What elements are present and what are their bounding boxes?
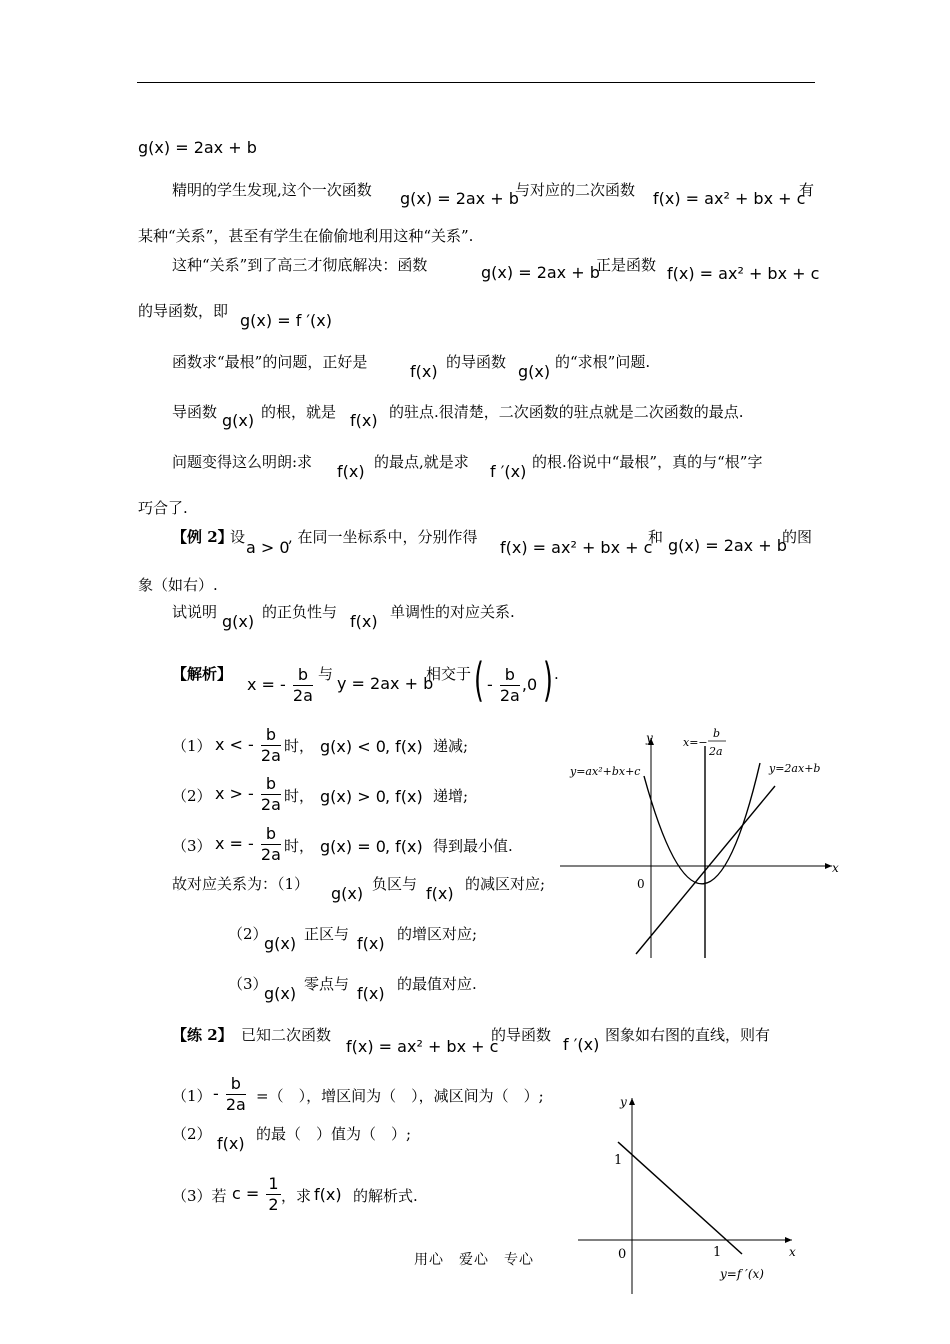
case-number: （3） (228, 975, 268, 993)
text: 的根.俗说中“最根”，真的与“根”字 (532, 453, 763, 471)
vertex-line-label: x=− (683, 736, 708, 749)
text: 递减; (433, 737, 469, 755)
vertex-frac-num: b (713, 728, 721, 740)
formula: f(x) = ax² + bx + c (500, 538, 653, 557)
y-tick-1: 1 (614, 1153, 623, 1168)
formula: g(x) (518, 362, 551, 381)
formula: g(x) = 2ax + b (481, 263, 600, 282)
case-number: （1） (172, 737, 212, 755)
text: , 在同一坐标系中，分别作得 (288, 528, 478, 546)
text: 函数求“最根”的问题，正好是 (172, 353, 368, 371)
text: 精明的学生发现,这个一次函数 (172, 181, 372, 199)
formula: f ′(x) (490, 462, 527, 481)
text: 巧合了. (138, 499, 188, 517)
text: 时， (284, 837, 315, 855)
formula: g(x) = 2ax + b (400, 189, 519, 208)
right-paren: ) (543, 653, 553, 707)
formula: f(x) = ax² + bx + c (653, 189, 806, 208)
formula: y = 2ax + b (337, 674, 434, 693)
left-paren: ( (474, 653, 484, 707)
formula: a > 0 (246, 538, 290, 557)
formula-g: g(x) = 2ax + b (138, 138, 257, 157)
text: 导函数 (172, 403, 218, 421)
line-label: y=f ′(x) (720, 1267, 764, 1281)
formula: , f(x) (385, 837, 423, 856)
formula: f(x) (350, 411, 378, 430)
formula: f(x) (217, 1134, 245, 1153)
text: 时， (284, 787, 315, 805)
header-rule (137, 82, 815, 83)
text: 递增; (433, 787, 469, 805)
formula: g(x) = 0 (320, 837, 386, 856)
formula: x < - $\frac{b}{2a}$ (215, 725, 281, 765)
x-tick-1: 1 (713, 1245, 722, 1260)
derivative-line (618, 1142, 742, 1254)
formula: f ′(x) (563, 1035, 600, 1054)
text: 相交于 (426, 665, 472, 683)
formula: f(x) (350, 612, 378, 631)
text: 的增区对应; (397, 925, 478, 943)
formula: g(x) = f ′(x) (240, 311, 332, 330)
text: =（ ），增区间为（ ），减区间为（ ）; (256, 1087, 544, 1105)
text: 这种“关系”到了高三才彻底解决：函数 (172, 256, 428, 274)
text: 的图 (782, 528, 813, 546)
x-axis-label: x (789, 1245, 796, 1259)
text: 象（如右）. (138, 576, 218, 594)
text: 负区与 (372, 875, 418, 893)
text: 的最（ ）值为（ ）; (256, 1125, 412, 1143)
graph-derivative-line (570, 1090, 810, 1296)
text: 正是函数 (596, 256, 657, 274)
origin-label: 0 (637, 877, 645, 891)
formula: f(x) (314, 1185, 342, 1204)
formula: f(x) = ax² + bx + c (346, 1037, 499, 1056)
text: 正区与 (304, 925, 350, 943)
text: 问题变得这么明朗:求 (172, 453, 313, 471)
text: 故对应关系为：（1） (172, 875, 310, 893)
text: 的正负性与 (262, 603, 338, 621)
y-axis-label: y (646, 731, 653, 745)
exercise-tag: 【练 2】 (172, 1026, 233, 1044)
example-tag: 【例 2】 (172, 528, 233, 546)
text: 有 (799, 181, 815, 199)
formula: f(x) = ax² + bx + c (667, 264, 820, 283)
text: 与对应的二次函数 (515, 181, 636, 199)
text: 的最点,就是求 (374, 453, 469, 471)
formula: c = $\frac{1}{2}$ (232, 1174, 279, 1214)
text: （3）若 (172, 1187, 227, 1205)
solution-tag: 【解析】 (172, 665, 233, 683)
case-number: （3） (172, 837, 212, 855)
formula: f(x) (357, 984, 385, 1003)
formula: x = - $\frac{b}{2a}$ (215, 824, 281, 864)
vertex-frac-den: 2a (709, 745, 723, 758)
formula: g(x) (222, 612, 255, 631)
text: 单调性的对应关系. (390, 603, 515, 621)
text: 的最值对应. (397, 975, 477, 993)
text: 的导函数 (446, 353, 507, 371)
text: 图象如右图的直线，则有 (605, 1026, 771, 1044)
x-axis-label: x (832, 861, 839, 875)
question-number: （1） (172, 1087, 212, 1105)
text: 某种“关系”，甚至有学生在偷偷地利用这种“关系”. (138, 227, 474, 245)
text: 时， (284, 737, 315, 755)
text: 得到最小值. (433, 837, 513, 855)
formula: g(x) (264, 984, 297, 1003)
text: 试说明 (172, 603, 218, 621)
text: 零点与 (304, 975, 350, 993)
text: 的驻点.很清楚，二次函数的驻点就是二次函数的最点. (389, 403, 744, 421)
text: 的根，就是 (261, 403, 337, 421)
formula: , f(x) (385, 737, 423, 756)
formula: f(x) (337, 462, 365, 481)
formula: , f(x) (385, 787, 423, 806)
text: 的导函数 (491, 1026, 552, 1044)
formula: g(x) = 2ax + b (668, 536, 787, 555)
text: 与 (318, 665, 334, 683)
formula-point: - $\frac{b}{2a}$ ,0 (487, 665, 538, 705)
text: 已知二次函数 (241, 1026, 332, 1044)
case-number: （2） (228, 925, 268, 943)
case-number: （2） (172, 787, 212, 805)
formula: f(x) (410, 362, 438, 381)
text: 和 (648, 528, 664, 546)
line-label: y=2ax+b (769, 762, 821, 775)
parabola-label: y=ax²+bx+c (570, 765, 641, 778)
graph-parabola-and-line (560, 728, 850, 960)
formula: f(x) (426, 884, 454, 903)
text: ，求 (281, 1187, 312, 1205)
formula: g(x) > 0 (320, 787, 386, 806)
text: 的“求根”问题. (555, 353, 651, 371)
page-footer: 用心 爱心 专心 (414, 1252, 534, 1268)
y-axis-label: y (620, 1095, 627, 1109)
text: 的导函数，即 (138, 302, 229, 320)
formula: - $\frac{b}{2a}$ (213, 1074, 246, 1114)
formula: g(x) (331, 884, 364, 903)
formula: x > - $\frac{b}{2a}$ (215, 774, 281, 814)
text: . (554, 665, 559, 683)
formula: g(x) < 0 (320, 737, 386, 756)
formula: f(x) (357, 934, 385, 953)
formula: g(x) (222, 411, 255, 430)
text: 设 (230, 528, 246, 546)
text: 的解析式. (353, 1187, 418, 1205)
formula: g(x) (264, 934, 297, 953)
origin-label: 0 (618, 1247, 627, 1262)
formula: x = - $\frac{b}{2a}$ (247, 665, 313, 705)
question-number: （2） (172, 1125, 212, 1143)
text: 的减区对应; (465, 875, 546, 893)
